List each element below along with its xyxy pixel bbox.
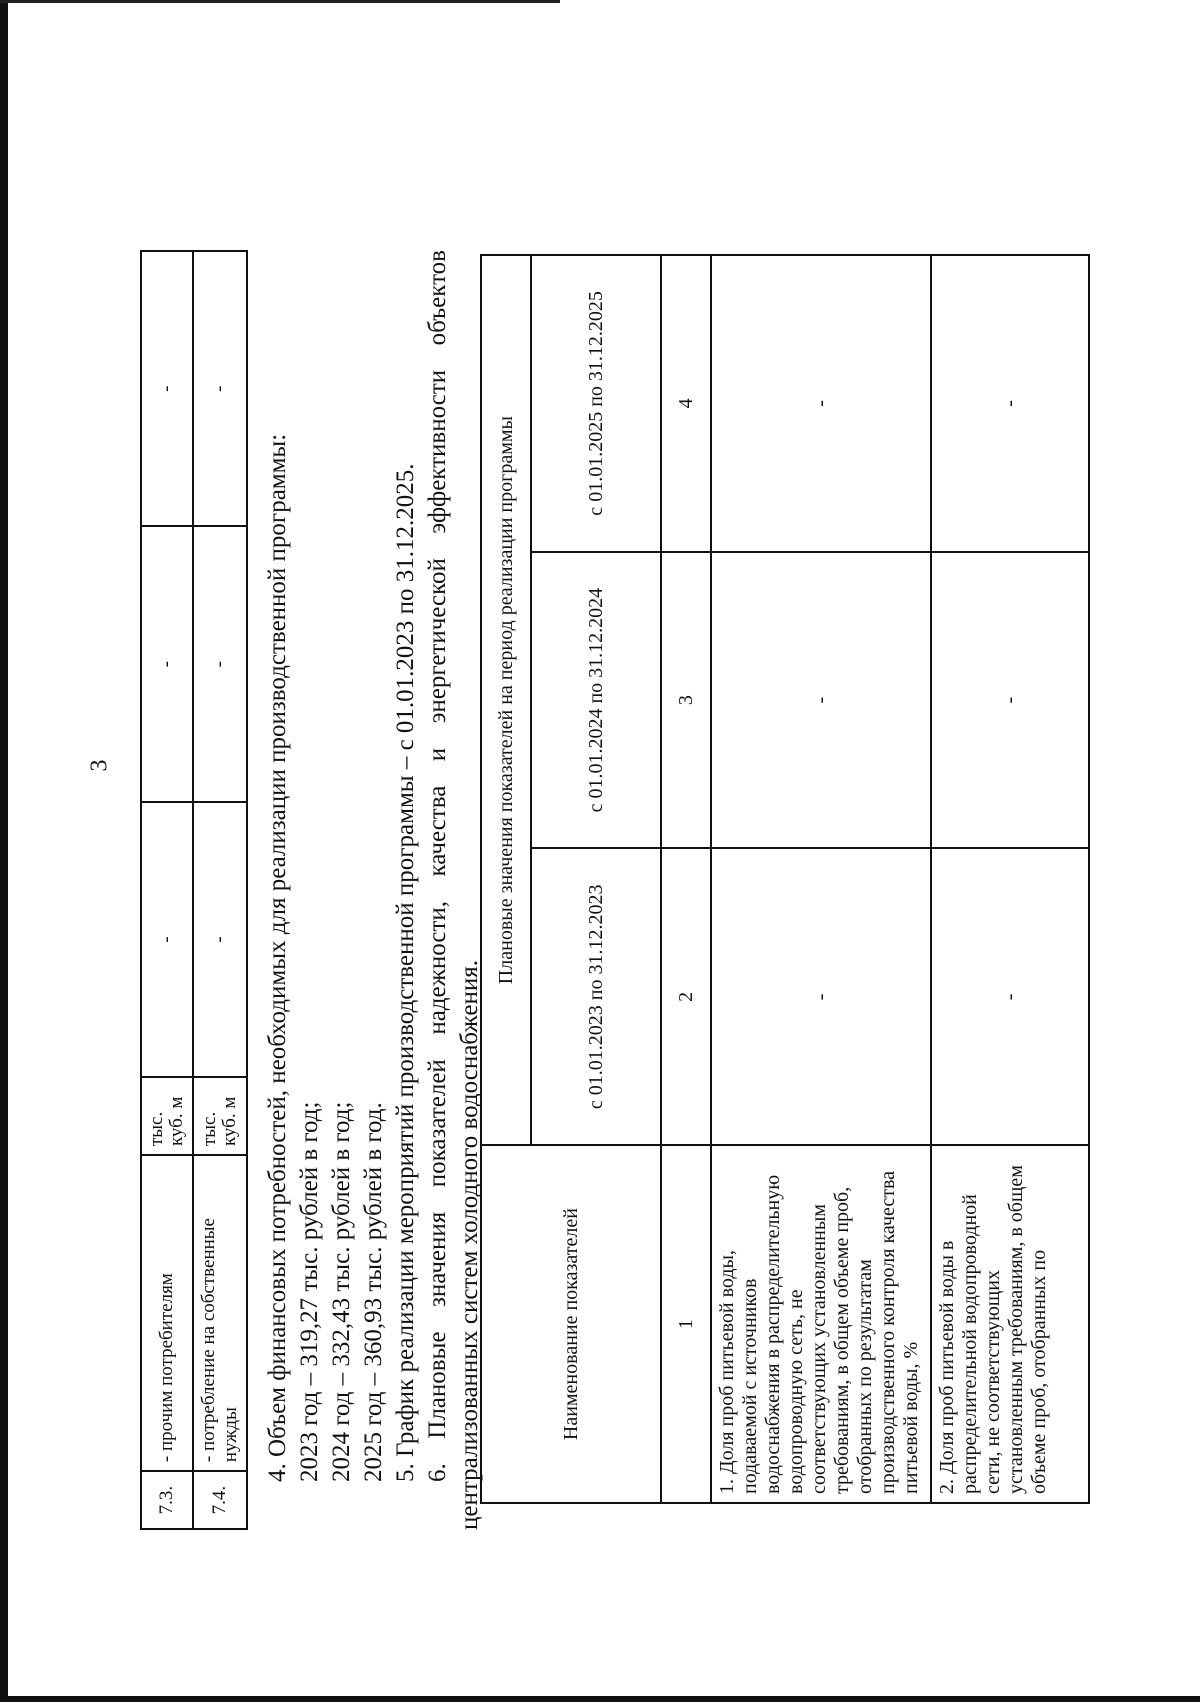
value-2023: - [931,848,1089,1145]
paragraph-6-line-2: централизованных систем холодного водоснабжения. [456,960,483,1530]
value-2025: - [141,251,193,526]
header-period-2023: с 01.01.2023 по 31.12.2023 [531,848,661,1145]
rotated-content [0,170,1050,1702]
value-2024: - [193,526,247,801]
row-number: 7.3. [141,1471,193,1529]
finance-2023: 2023 год – 319,27 тыс. рублей в год; [296,1101,323,1482]
header-indicator-name: Наименование показателей [481,1145,661,1503]
value-2023: - [193,802,247,1077]
page-number: 3 [86,759,113,772]
header-row [481,255,531,1503]
table-row [193,251,247,1529]
column-number-row [661,255,711,1503]
paragraph-6-line-1: 6. Плановые значения показателей надежности, качества и энергетической эффективности объектов [424,250,451,1482]
column-number: 3 [661,552,711,849]
paragraph-5: 5. График реализации мероприятий производственной программы – с 01.01.2023 по 31.12.2025. [392,463,419,1482]
row-unit: тыс. куб. м [141,1077,193,1155]
column-number: 1 [661,1145,711,1503]
value-2023: - [141,802,193,1077]
row-unit: тыс. куб. м [193,1077,247,1155]
value-2023: - [711,848,931,1145]
value-2024: - [141,526,193,801]
header-period-2025: с 01.01.2025 по 31.12.2025 [531,255,661,552]
header-period-2024: с 01.01.2024 по 31.12.2024 [531,552,661,849]
row-number: 7.4. [193,1471,247,1529]
resources-table-continuation [140,250,248,1530]
value-2024: - [931,552,1089,849]
value-2025: - [193,251,247,526]
column-number: 4 [661,255,711,552]
indicator-name: 2. Доля проб питьевой воды в распределительной водопроводной сети, не соответствующих установленным требованиям, в общем объеме проб, отобранных по [931,1145,1089,1503]
scan-border-top [0,0,560,3]
paragraph-4: 4. Объем финансовых потребностей, необходимых для реализации производственной программы: [264,433,291,1482]
value-2025: - [931,255,1089,552]
finance-2024: 2024 год – 332,43 тыс. рублей в год; [328,1101,355,1482]
row-name: - потребление на собственные нужды [193,1155,247,1471]
table-row [711,255,931,1503]
indicator-name: 1. Доля проб питьевой воды, подаваемой с источников водоснабжения в распределительную водопроводную сеть, не соответствующих установленным требованиям, в общем объеме проб, отобранных по результатам производственного контроля качества питьевой воды, % [711,1145,931,1503]
value-2025: - [711,255,931,552]
value-2024: - [711,552,931,849]
body-text [262,250,486,1530]
finance-2025: 2025 год – 360,93 тыс. рублей в год. [360,1102,387,1482]
header-planned-values: Плановые значения показателей на период реализации программы [481,255,531,1145]
row-name: - прочим потребителям [141,1155,193,1471]
column-number: 2 [661,848,711,1145]
indicators-table [480,254,1090,1504]
table-row [141,251,193,1529]
table-row [931,255,1089,1503]
